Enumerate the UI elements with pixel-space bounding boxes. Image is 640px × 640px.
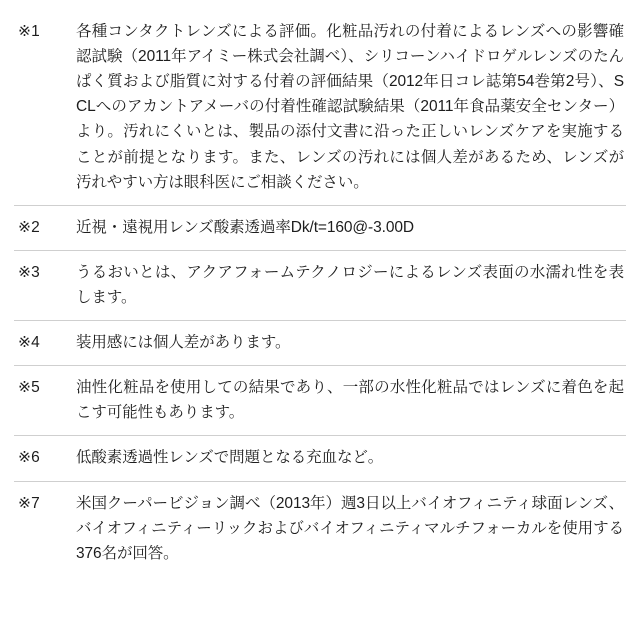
note-text-content: 米国クーパービジョン調べ（2013年）週3日以上バイオフィニティ球面レンズ、バイオフィニティーリックおよびバイオフィニティマルチフォーカルを使用する376名が回答。 xyxy=(76,494,624,562)
table-row xyxy=(14,366,626,436)
note-text xyxy=(76,321,626,366)
table-row xyxy=(14,436,626,481)
table-row xyxy=(14,250,626,320)
note-text xyxy=(76,205,626,250)
note-marker: ※7 xyxy=(14,481,76,576)
note-text xyxy=(76,10,626,205)
notes-table-body xyxy=(14,10,626,576)
note-marker: ※2 xyxy=(14,205,76,250)
table-row xyxy=(14,481,626,576)
note-text-content: 各種コンタクトレンズによる評価。化粧品汚れの付着によるレンズへの影響確認試験（2011年アイミー株式会社調べ）、シリコーンハイドロゲルレンズのたんぱく質および脂質に対する付着の評価結果（2012年日コレ誌第54巻第2号）、SCLへのアカントアメーバの付着性確認試験結果（2011年食品薬安全センター）より。汚れにくいとは、製品の添付文書に沿った正しいレンズケアを実施することが前提となります。また、レンズの汚れには個人差があるため、レンズが汚れやすい方は眼科医にご相談ください。 xyxy=(76,23,624,191)
note-text-content: 装用感には個人差があります。 xyxy=(76,334,291,352)
note-marker: ※3 xyxy=(14,250,76,320)
note-marker: ※6 xyxy=(14,436,76,481)
note-text xyxy=(76,436,626,481)
note-text xyxy=(76,481,626,576)
table-row xyxy=(14,321,626,366)
note-text-content: 油性化粧品を使用しての結果であり、一部の水性化粧品ではレンズに着色を起こす可能性もあります。 xyxy=(76,379,624,422)
note-text-content: うるおいとは、アクアフォームテクノロジーによるレンズ表面の水濡れ性を表します。 xyxy=(76,263,624,306)
note-marker: ※1 xyxy=(18,23,41,40)
note-marker: ※4 xyxy=(14,321,76,366)
note-text-content: 低酸素透過性レンズで問題となる充血など。 xyxy=(76,449,384,467)
note-marker: ※5 xyxy=(14,366,76,436)
note-text xyxy=(76,250,626,320)
table-row xyxy=(14,10,626,205)
note-text-content: 近視・遠視用レンズ酸素透過率Dk/t=160@-3.00D xyxy=(76,218,414,236)
notes-table xyxy=(14,10,626,576)
note-text xyxy=(76,366,626,436)
table-row xyxy=(14,205,626,250)
